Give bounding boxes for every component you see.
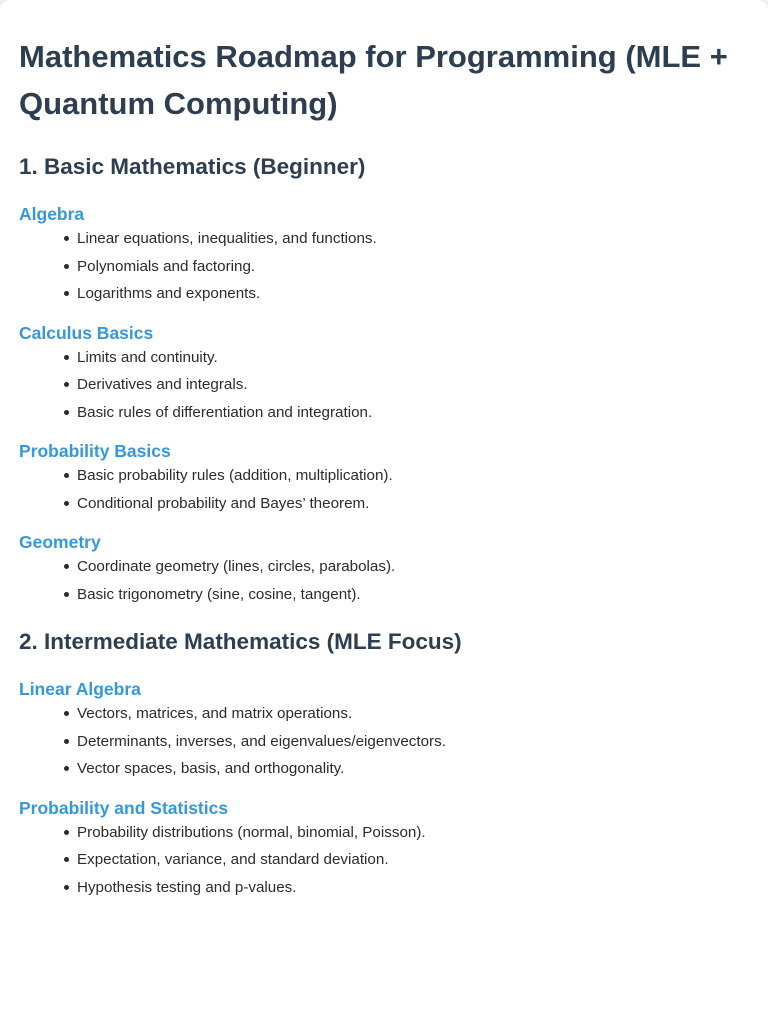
subsection-heading: Probability Basics [19, 441, 171, 461]
subsection-calculus-basics [19, 322, 749, 427]
list-item: Basic rules of differentiation and integration. [77, 399, 749, 427]
bullet-list [19, 700, 749, 783]
list-item: Probability distributions (normal, binomial, Poisson). [77, 819, 749, 847]
subsection-probability-basics [19, 440, 749, 517]
bullet-list [19, 462, 749, 517]
subsection-algebra [19, 203, 749, 308]
list-item: Conditional probability and Bayes’ theorem. [77, 490, 749, 518]
section-intermediate-mathematics [19, 628, 749, 901]
bullet-list [19, 553, 749, 608]
list-item: Hypothesis testing and p-values. [77, 874, 749, 902]
section-heading: 2. Intermediate Mathematics (MLE Focus) [19, 629, 462, 654]
section-basic-mathematics [19, 153, 749, 608]
bullet-list [19, 819, 749, 902]
subsection-heading: Algebra [19, 204, 85, 224]
subsection-group [19, 203, 749, 608]
subsection-probability-and-statistics [19, 797, 749, 902]
subsection-linear-algebra [19, 678, 749, 783]
list-item: Basic probability rules (addition, multiplication). [77, 462, 749, 490]
subsection-geometry [19, 531, 749, 608]
subsection-heading: Linear Algebra [19, 679, 141, 699]
list-item: Polynomials and factoring. [77, 253, 749, 281]
list-item: Limits and continuity. [77, 344, 749, 372]
bullet-list [19, 225, 749, 308]
subsection-heading: Geometry [19, 532, 101, 552]
list-item: Vector spaces, basis, and orthogonality. [77, 755, 749, 783]
list-item: Derivatives and integrals. [77, 371, 749, 399]
subsection-heading: Probability and Statistics [19, 797, 229, 818]
list-item: Basic trigonometry (sine, cosine, tangent). [77, 581, 749, 609]
list-item: Coordinate geometry (lines, circles, parabolas). [77, 553, 749, 581]
subsection-heading: Calculus Basics [19, 322, 154, 343]
bullet-list [19, 344, 749, 427]
page-title: Mathematics Roadmap for Programming (MLE + Quantum Computing) [19, 39, 728, 121]
section-heading: 1. Basic Mathematics (Beginner) [19, 154, 366, 179]
subsection-group [19, 678, 749, 901]
list-item: Expectation, variance, and standard deviation. [77, 846, 749, 874]
list-item: Linear equations, inequalities, and functions. [77, 225, 749, 253]
list-item: Determinants, inverses, and eigenvalues/eigenvectors. [77, 728, 749, 756]
list-item: Logarithms and exponents. [77, 280, 749, 308]
list-item: Vectors, matrices, and matrix operations. [77, 700, 749, 728]
